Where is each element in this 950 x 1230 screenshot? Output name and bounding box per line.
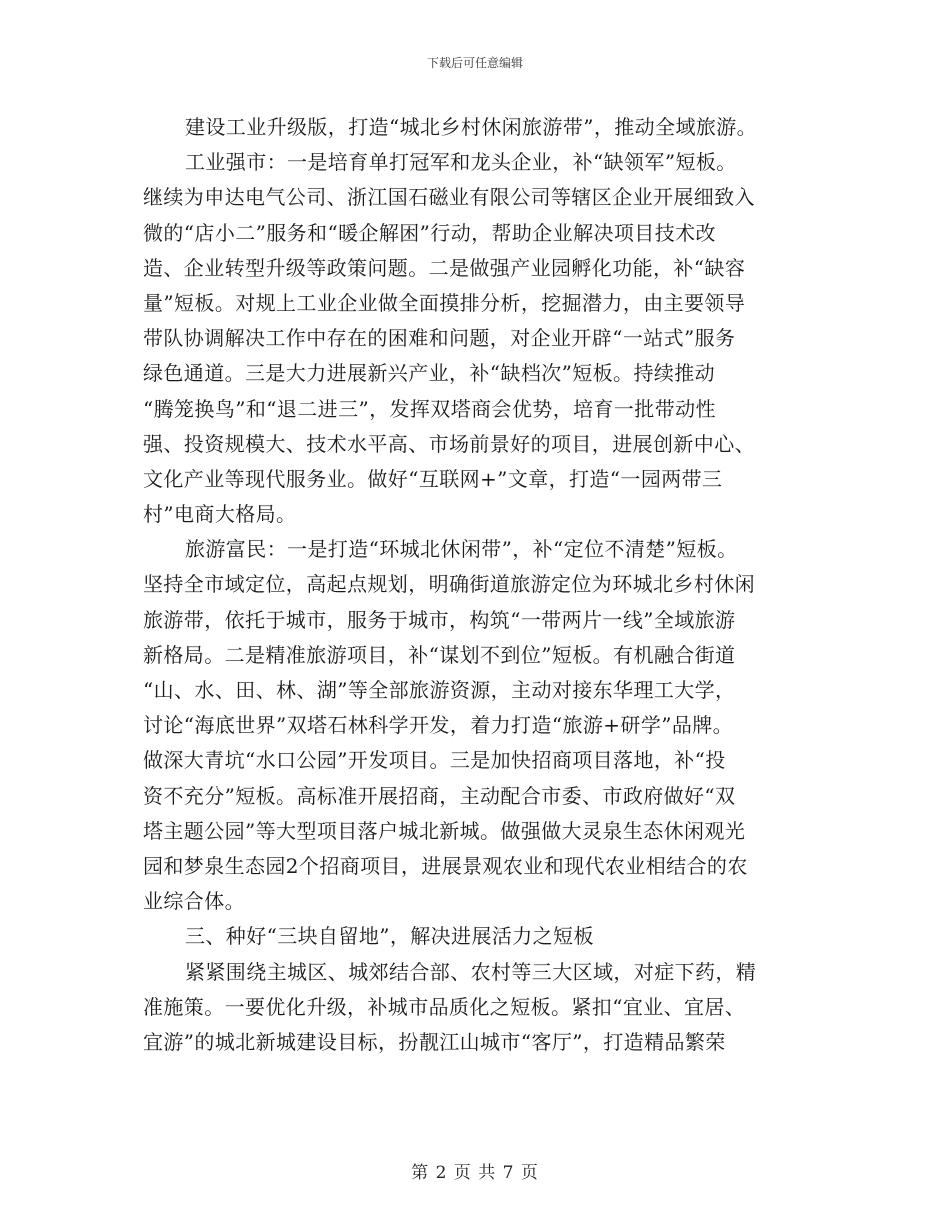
- text-line: 塔主题公园”等大型项目落户城北新城。做强做大灵泉生态休闲观光: [143, 818, 746, 843]
- text-line: 宜游”的城北新城建设目标，扮靓江山城市“客厅”，打造精品繁荣: [143, 1029, 726, 1054]
- text-line: 旅游带，依托于城市，服务于城市，构筑“一带两片一线”全域旅游: [143, 607, 736, 632]
- text-line: 强、投资规模大、技术水平高、市场前景好的项目，进展创新中心、: [143, 431, 755, 456]
- text-line: 造、企业转型升级等政策问题。二是做强产业园孵化功能，补“缺容: [143, 255, 746, 280]
- text-line: 文化产业等现代服务业。做好“互联网+”文章，打造“一园两带三: [143, 466, 723, 491]
- text-line: 资不充分”短板。高标准开展招商，主动配合市委、市政府做好“双: [143, 783, 736, 808]
- text-line: 旅游富民：一是打造“环城北休闲带”，补“定位不清楚”短板。: [185, 537, 738, 562]
- page-number: 第 2 页 共 7 页: [411, 1163, 539, 1183]
- text-line: 带队协调解决工作中存在的困难和问题，对企业开辟“一站式”服务: [143, 326, 736, 351]
- text-line: 绿色通道。三是大力进展新兴产业，补“缺档次”短板。持续推动: [143, 361, 716, 386]
- text-line: 新格局。二是精准旅游项目，补“谋划不到位”短板。有机融合街道: [143, 642, 736, 667]
- text-line: 园和梦泉生态园2个招商项目，进展景观农业和现代农业相结合的农: [143, 853, 748, 878]
- text-line: 坚持全市域定位，高起点规划，明确街道旅游定位为环城北乡村休闲: [143, 572, 755, 597]
- document-body: [143, 110, 811, 1060]
- text-line: 工业强市：一是培育单打冠军和龙头企业，补“缺领军”短板。: [185, 150, 737, 175]
- page-header-note: 下载后可任意编辑: [426, 56, 523, 70]
- text-line: “腾笼换鸟”和“退二进三”，发挥双塔商会优势，培育一批带动性: [143, 396, 716, 421]
- section-heading: 三、种好“三块自留地”，解决进展活力之短板: [185, 924, 594, 949]
- text-line: 做深大青坑“水口公园”开发项目。三是加快招商项目落地，补“投: [143, 748, 726, 773]
- text-line: 讨论“海底世界”双塔石林科学开发，着力打造“旅游+研学”品牌。: [143, 713, 734, 738]
- text-line: 紧紧围绕主城区、城郊结合部、农村等三大区域，对症下药，精: [185, 959, 757, 984]
- text-line: 微的“店小二”服务和“暖企解困”行动，帮助企业解决项目技术改: [143, 220, 716, 245]
- text-line: 准施策。一要优化升级，补城市品质化之短板。紧扣“宜业、宜居、: [143, 994, 746, 1019]
- text-line: 建设工业升级版，打造“城北乡村休闲旅游带”，推动全域旅游。: [185, 115, 758, 139]
- text-line: 业综合体。: [143, 889, 245, 914]
- text-line: “山、水、田、林、湖”等全部旅游资源，主动对接东华理工大学，: [143, 678, 736, 702]
- text-line: 继续为申达电气公司、浙江国石磁业有限公司等辖区企业开展细致入: [143, 185, 755, 210]
- text-line: 村”电商大格局。: [143, 502, 297, 527]
- text-line: 量”短板。对规上工业企业做全面摸排分析，挖掘潜力，由主要领导: [143, 290, 746, 315]
